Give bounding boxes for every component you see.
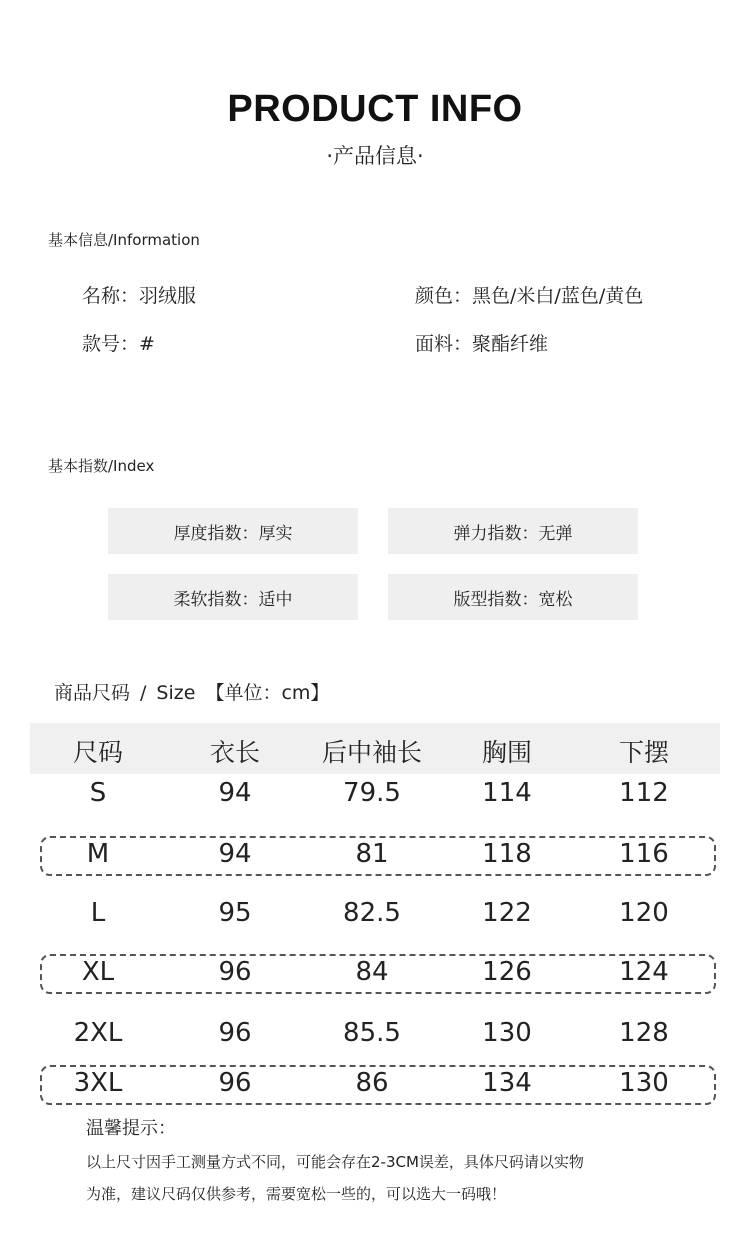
- table-cell: 130: [482, 1018, 532, 1048]
- info-name-value: 羽绒服: [139, 285, 197, 307]
- index-fit: [388, 574, 638, 620]
- index-fit-key: 版型指数 ：: [454, 585, 539, 610]
- table-cell: 114: [482, 778, 532, 808]
- table-row: [40, 836, 716, 876]
- size-label-unit: 【单位：cm】: [205, 682, 330, 704]
- table-cell: 112: [619, 778, 669, 808]
- info-fabric-value: 聚酯纤维: [472, 333, 549, 355]
- page-title: PRODUCT INFO: [227, 88, 523, 130]
- index-thickness-value: 厚实: [258, 523, 293, 544]
- size-label-sep: /: [140, 682, 147, 704]
- basic-info-label: 基本信息/Information: [48, 231, 200, 249]
- info-name: [82, 281, 196, 308]
- column-header: 衣长: [209, 738, 261, 767]
- table-cell: 84: [355, 957, 389, 987]
- table-cell: 130: [619, 1068, 669, 1098]
- table-cell: 2XL: [73, 1018, 123, 1048]
- info-color-key: 颜色 ：: [415, 285, 472, 307]
- table-cell: 96: [218, 1018, 252, 1048]
- column-header: 后中袖长: [321, 738, 423, 767]
- table-cell: M: [86, 839, 110, 869]
- tips-title: 温馨提示：: [86, 1118, 176, 1139]
- table-cell: 94: [218, 839, 252, 869]
- table-cell: XL: [81, 957, 115, 987]
- index-thickness: [108, 508, 358, 554]
- table-cell: 81: [355, 839, 389, 869]
- size-label-cn: 商品尺码: [54, 682, 131, 704]
- index-fit-value: 宽松: [538, 589, 573, 610]
- info-color-value: 黑色/米白/蓝色/黄色: [472, 285, 644, 307]
- table-cell: 122: [482, 898, 532, 928]
- table-cell: 134: [482, 1068, 532, 1098]
- index-softness: [108, 574, 358, 620]
- index-softness-value: 适中: [258, 589, 293, 610]
- info-style-key: 款号 ：: [82, 333, 139, 355]
- table-row: [40, 954, 716, 994]
- table-cell: 116: [619, 839, 669, 869]
- info-name-key: 名称 ：: [82, 285, 139, 307]
- size-label-en: Size: [156, 682, 196, 704]
- size-table-header: [30, 723, 720, 774]
- table-cell: 85.5: [343, 1018, 401, 1048]
- info-style-number: [82, 329, 155, 356]
- info-fabric-key: 面料 ：: [415, 333, 472, 355]
- table-cell: 128: [619, 1018, 669, 1048]
- info-fabric: [415, 329, 548, 356]
- table-cell: 96: [218, 957, 252, 987]
- column-header: 胸围: [481, 738, 533, 767]
- table-cell: 82.5: [343, 898, 401, 928]
- column-header: 尺码: [72, 738, 124, 767]
- column-header: 下摆: [618, 738, 670, 767]
- index-elasticity-value: 无弹: [538, 523, 573, 544]
- tips-line: 以上尺寸因手工测量方式不同，可能会存在2-3CM误差，具体尺码请以实物: [86, 1153, 584, 1171]
- table-cell: 79.5: [343, 778, 401, 808]
- table-cell: 124: [619, 957, 669, 987]
- table-cell: L: [90, 898, 106, 928]
- table-cell: 96: [218, 1068, 252, 1098]
- info-color: [415, 281, 643, 308]
- table-row: [40, 895, 716, 935]
- table-cell: 86: [355, 1068, 389, 1098]
- index-elasticity-key: 弹力指数 ：: [454, 519, 539, 544]
- basic-index-label: 基本指数/Index: [48, 457, 155, 475]
- table-row: [40, 775, 716, 815]
- table-row: [40, 1015, 716, 1055]
- table-cell: 3XL: [73, 1068, 123, 1098]
- table-cell: 126: [482, 957, 532, 987]
- size-chart-label: [54, 678, 339, 705]
- page-subtitle: ·产品信息·: [326, 144, 424, 168]
- table-cell: 94: [218, 778, 252, 808]
- index-elasticity: [388, 508, 638, 554]
- table-cell: 95: [218, 898, 252, 928]
- index-softness-key: 柔软指数 ：: [174, 585, 259, 610]
- info-style-value: #: [139, 333, 155, 355]
- table-cell: 118: [482, 839, 532, 869]
- index-thickness-key: 厚度指数 ：: [174, 519, 259, 544]
- tips-line: 为准，建议尺码仅供参考，需要宽松一些的，可以选大一码哦！: [86, 1185, 507, 1203]
- table-row: [40, 1065, 716, 1105]
- table-cell: S: [89, 778, 107, 808]
- table-cell: 120: [619, 898, 669, 928]
